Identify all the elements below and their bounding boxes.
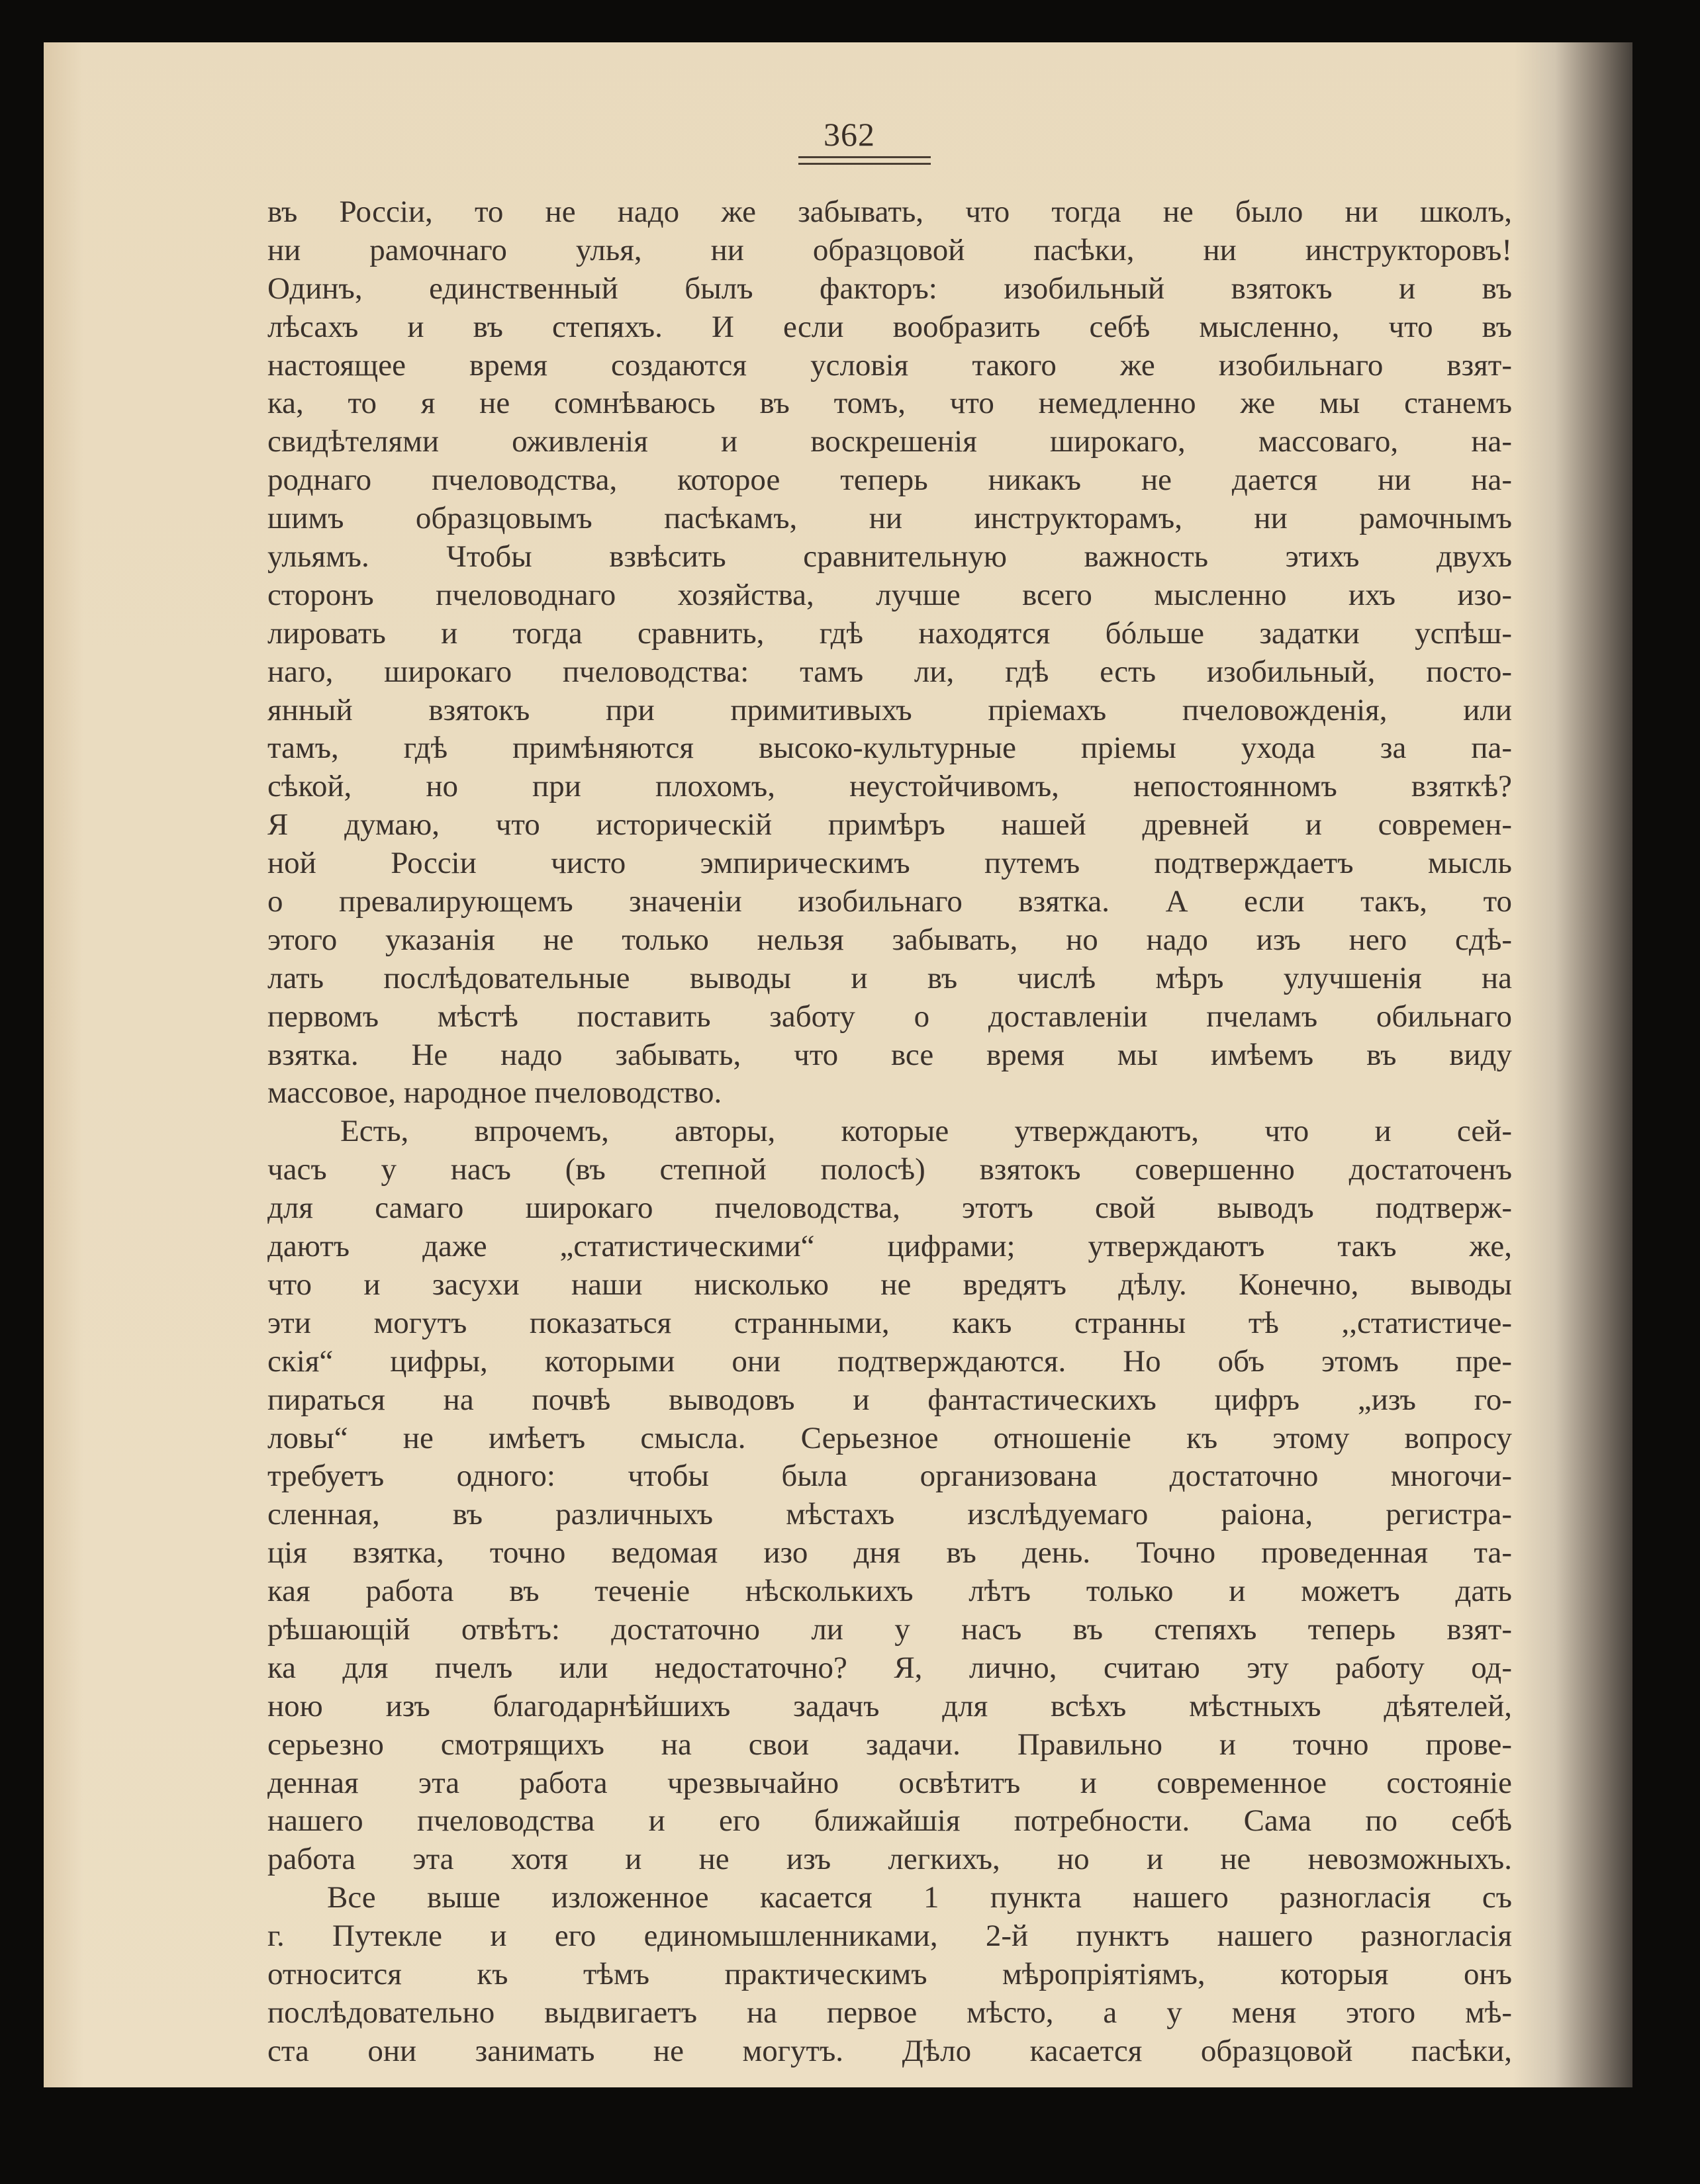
text-line: лѣсахъ и въ степяхъ. И если вообразить себѣ мысленно, что въ [267, 309, 1512, 344]
text-line: массовое, народное пчеловодство. [267, 1075, 722, 1111]
text-line: даютъ даже „статистическими“ цифрами; утверждаютъ такъ же, [267, 1229, 1512, 1264]
text-line: для самаго широкаго пчеловодства, этотъ свой выводъ подтверж- [267, 1191, 1512, 1226]
text-line: наго, широкаго пчеловодства: тамъ ли, гдѣ есть изобильный, посто- [267, 654, 1512, 689]
book-page [44, 42, 1632, 2087]
text-line: сторонъ пчеловоднаго хозяйства, лучше всего мысленно ихъ изо- [267, 577, 1512, 612]
text-line: кая работа въ теченіе нѣсколькихъ лѣтъ только и можетъ дать [267, 1574, 1512, 1609]
text-line: относится къ тѣмъ практическимъ мѣропріятіямъ, которыя онъ [267, 1956, 1512, 1991]
text-line: Одинъ, единственный былъ факторъ: изобильный взятокъ и въ [267, 271, 1512, 306]
text-line: денная эта работа чрезвычайно освѣтитъ и современное состояніе [267, 1765, 1512, 1800]
page-edge-shadow [1513, 42, 1632, 2087]
body-text [267, 193, 1512, 2071]
text-line: ною изъ благодарнѣйшихъ задачъ для всѣхъ мѣстныхъ дѣятелей, [267, 1688, 1512, 1723]
text-line: лировать и тогда сравнить, гдѣ находятся бóльше задатки успѣш- [267, 615, 1512, 651]
text-line: первомъ мѣстѣ поставить заботу о доставленіи пчеламъ обильнаго [267, 999, 1512, 1034]
text-line: ной Россіи чисто эмпирическимъ путемъ подтверждаетъ мысль [267, 846, 1512, 881]
text-line: ста они занимать не могутъ. Дѣло касается образцовой пасѣки, [267, 2033, 1512, 2068]
text-line: эти могутъ показаться странными, какъ странны тѣ ,,статистиче- [267, 1305, 1512, 1340]
text-line: часъ у насъ (въ степной полосѣ) взятокъ совершенно достаточенъ [267, 1152, 1512, 1187]
text-line: г. Путекле и его единомышленниками, 2-й пунктъ нашего разногласія [267, 1919, 1512, 1954]
text-line: рѣшающій отвѣтъ: достаточно ли у насъ въ степяхъ теперь взят- [267, 1612, 1512, 1647]
text-line: свидѣтелями оживленія и воскрешенія широкаго, массоваго, на- [267, 424, 1512, 459]
text-line: ція взятка, точно ведомая изо дня въ день. Точно проведенная та- [267, 1535, 1512, 1570]
text-line: ловы“ не имѣетъ смысла. Серьезное отношеніе къ этому вопросу [267, 1420, 1512, 1455]
text-line: сѣкой, но при плохомъ, неустойчивомъ, непостоянномъ взяткѣ? [267, 769, 1512, 804]
text-line: о превалирующемъ значеніи изобильнаго взятка. А если такъ, то [267, 884, 1512, 919]
text-line: ка, то я не сомнѣваюсь въ томъ, что немедленно же мы станемъ [267, 386, 1512, 421]
text-line: Я думаю, что историческій примѣръ нашей древней и современ- [267, 807, 1512, 842]
text-line: тамъ, гдѣ примѣняются высоко-культурные пріемы ухода за па- [267, 731, 1512, 766]
page-number-rule-bottom [798, 163, 931, 165]
text-line: скія“ цифры, которыми они подтверждаются. Но объ этомъ пре- [267, 1343, 1512, 1379]
text-line: ни рамочнаго улья, ни образцовой пасѣки, ни инструкторовъ! [267, 232, 1512, 267]
text-line: янный взятокъ при примитивыхъ пріемахъ пчеловожденія, или [267, 692, 1512, 727]
text-line: послѣдовательно выдвигаетъ на первое мѣсто, а у меня этого мѣ- [267, 1995, 1512, 2030]
text-line: пираться на почвѣ выводовъ и фантастическихъ цифръ „изъ го- [267, 1382, 1512, 1417]
text-line: серьезно смотрящихъ на свои задачи. Правильно и точно прове- [267, 1727, 1512, 1762]
text-line: нашего пчеловодства и его ближайшія потребности. Сама по себѣ [267, 1803, 1512, 1839]
page-number-rule-top [798, 156, 931, 158]
text-line: ка для пчелъ или недостаточно? Я, лично, считаю эту работу од- [267, 1650, 1512, 1685]
text-line: настоящее время создаются условія такого же изобильнаго взят- [267, 347, 1512, 383]
text-line: лать послѣдовательные выводы и въ числѣ мѣръ улучшенія на [267, 960, 1512, 995]
text-line: этого указанія не только нельзя забывать, но надо изъ него сдѣ- [267, 922, 1512, 957]
page-number: 362 [824, 116, 875, 153]
text-line: въ Россіи, то не надо же забывать, что тогда не было ни школъ, [267, 195, 1512, 229]
paragraph-start-line: Все выше изложенное касается 1 пункта нашего разногласія съ [327, 1880, 1512, 1915]
text-line: ульямъ. Чтобы взвѣсить сравнительную важность этихъ двухъ [267, 539, 1512, 574]
paragraph-start-line: Есть, впрочемъ, авторы, которые утверждаютъ, что и сей- [340, 1114, 1512, 1149]
text-line: роднаго пчеловодства, которое теперь никакъ не дается ни на- [267, 463, 1512, 498]
text-line: сленная, въ различныхъ мѣстахъ изслѣдуемаго раіона, регистра- [267, 1497, 1512, 1532]
text-line: что и засухи наши нисколько не вредятъ дѣлу. Конечно, выводы [267, 1267, 1512, 1302]
text-line: шимъ образцовымъ пасѣкамъ, ни инструкторамъ, ни рамочнымъ [267, 501, 1512, 536]
text-line: требуетъ одного: чтобы была организована достаточно многочи- [267, 1459, 1512, 1494]
text-line: работа эта хотя и не изъ легкихъ, но и не невозможныхъ. [267, 1842, 1512, 1877]
text-line: взятка. Не надо забывать, что все время мы имѣемъ въ виду [267, 1037, 1512, 1072]
